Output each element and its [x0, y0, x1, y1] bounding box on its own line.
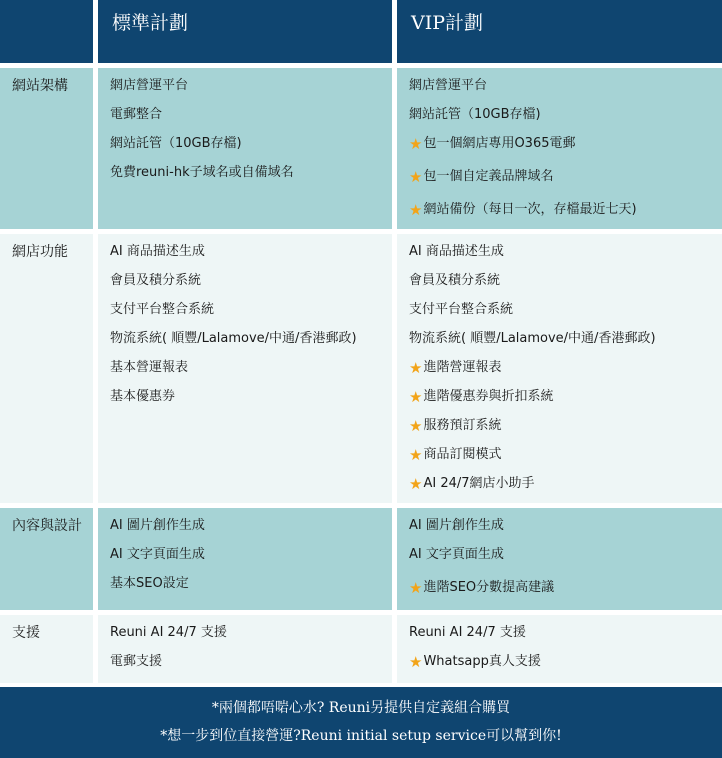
list-item: 免費reuni-hk子域名或自備域名 — [110, 165, 294, 180]
list-item: ★ 進階營運報表 — [409, 359, 502, 377]
category-support: 支援 — [0, 615, 93, 683]
list-item: AI 商品描述生成 — [110, 244, 205, 259]
content-design-vip-list — [397, 508, 722, 610]
content-design-standard-list — [98, 508, 392, 610]
list-item: 會員及積分系統 — [110, 273, 202, 288]
star-icon: ★ — [409, 359, 423, 377]
star-icon: ★ — [409, 388, 423, 406]
category-website-structure: 網站架構 — [0, 68, 93, 229]
list-item: 網店營運平台 — [110, 78, 189, 93]
list-item: AI 圖片創作生成 — [409, 518, 504, 533]
list-item: ★ 包一個網店專用O365電郵 — [409, 135, 576, 153]
star-icon: ★ — [409, 201, 423, 219]
list-item: AI 文字頁面生成 — [409, 547, 504, 562]
list-item: ★ 進階SEO分數提高建議 — [409, 579, 555, 597]
list-item: ★ Whatsapp真人支援 — [409, 653, 541, 671]
star-icon: ★ — [409, 135, 423, 153]
list-item: ★ 進階優惠券與折扣系統 — [409, 388, 554, 406]
store-features-vip-list — [397, 234, 722, 503]
list-item: 電郵支援 — [110, 654, 163, 669]
store-features-standard-list — [98, 234, 392, 503]
list-item: ★ 商品訂閱模式 — [409, 446, 502, 464]
support-standard-list — [98, 615, 392, 683]
footer-line-custom-bundle: *兩個都唔啱心水? Reuni另提供自定義組合購買 — [211, 700, 511, 716]
list-item: Reuni AI 24/7 支援 — [110, 625, 227, 640]
list-item: ★ AI 24/7網店小助手 — [409, 475, 535, 493]
list-item: ★ 包一個自定義品牌域名 — [409, 168, 554, 186]
list-item: 支付平台整合系統 — [409, 302, 514, 317]
category-store-features: 網店功能 — [0, 234, 93, 503]
list-item: 支付平台整合系統 — [110, 302, 215, 317]
list-item: AI 商品描述生成 — [409, 244, 504, 259]
list-item: 會員及積分系統 — [409, 273, 501, 288]
list-item: AI 圖片創作生成 — [110, 518, 205, 533]
list-item: AI 文字頁面生成 — [110, 547, 205, 562]
website-structure-standard-list — [98, 68, 392, 229]
support-vip-list — [397, 615, 722, 683]
star-icon: ★ — [409, 653, 423, 671]
list-item: Reuni AI 24/7 支援 — [409, 625, 526, 640]
star-icon: ★ — [409, 579, 423, 597]
star-icon: ★ — [409, 475, 423, 493]
list-item: 網店營運平台 — [409, 78, 488, 93]
list-item: 網站託管（10GB存檔) — [409, 107, 541, 122]
header-corner — [0, 0, 93, 63]
list-item: 電郵整合 — [110, 107, 163, 122]
footer-note — [0, 687, 722, 758]
footer-line-setup-service: *想一步到位直接營運?Reuni initial setup service可以幫到你! — [160, 728, 562, 744]
list-item: ★ 網站備份（每日一次，存檔最近七天) — [409, 201, 637, 219]
website-structure-vip-list — [397, 68, 722, 229]
list-item: 基本營運報表 — [110, 360, 189, 375]
star-icon: ★ — [409, 168, 423, 186]
list-item: 基本優惠券 — [110, 389, 176, 404]
category-content-design: 內容與設計 — [0, 508, 93, 610]
vip-plan-header: VIP計劃 — [397, 0, 722, 63]
star-icon: ★ — [409, 417, 423, 435]
list-item: 物流系統( 順豐/Lalamove/中通/香港郵政) — [110, 331, 357, 346]
list-item: 網站託管（10GB存檔) — [110, 136, 242, 151]
list-item: 基本SEO設定 — [110, 576, 189, 591]
list-item: ★ 服務預訂系統 — [409, 417, 502, 435]
standard-plan-header: 標準計劃 — [98, 0, 392, 63]
star-icon: ★ — [409, 446, 423, 464]
list-item: 物流系統( 順豐/Lalamove/中通/香港郵政) — [409, 331, 656, 346]
